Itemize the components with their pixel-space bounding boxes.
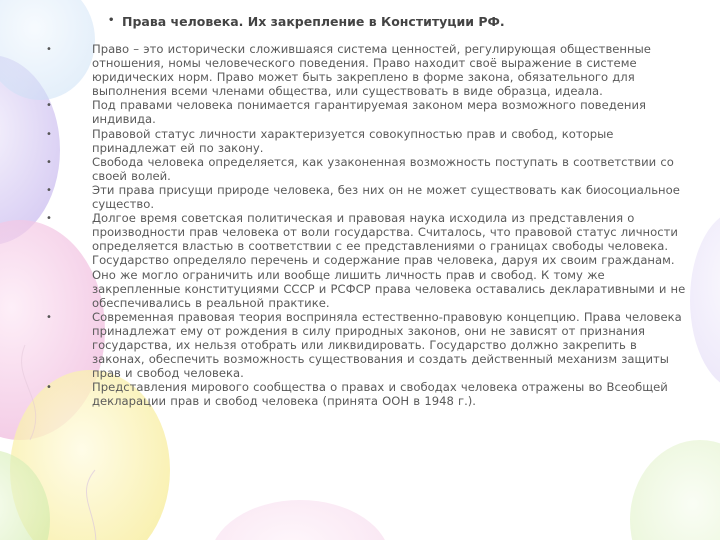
list-item (30, 127, 690, 155)
bullet-dot: • (46, 382, 52, 394)
list-item-text: Современная правовая теория восприняла естественно-правовую концепцию. Права человека принадлежат ему от рождения в силу природных законов, они не зависят от признания государства, их нельзя отобрать или ликвидировать. Государство должно закрепить в законах, обеспечить возможность существования и создать действенный механизм защиты прав и свобод человека. (92, 309, 682, 381)
list-item (30, 183, 690, 211)
bullet-dot: • (46, 184, 52, 196)
bullet-dot: • (46, 213, 52, 225)
bullet-dot: • (46, 100, 52, 112)
balloon-pink-bottom (210, 500, 390, 540)
list-item (30, 380, 690, 408)
slide-content (30, 14, 690, 474)
bullet-dot: • (46, 44, 52, 55)
bullet-dot: • (46, 311, 52, 323)
balloon-lavender-right (690, 210, 720, 390)
list-item-text: Правовой статус личности характеризуется совокупностью прав и свобод, которые принадлежат ей по закону. (92, 126, 614, 155)
list-item-text: Представления мирового сообщества о правах и свободах человека отражены во Всеобщей декларации прав и свобод человека (принята ООН в 1948 г.). (92, 380, 668, 409)
bullet-dot: • (46, 128, 52, 140)
list-item (30, 155, 690, 183)
list-item (30, 211, 690, 310)
list-item (30, 310, 690, 380)
bullet-dot: • (46, 156, 52, 168)
list-item-text: Право – это исторически сложившаяся система ценностей, регулирующая общественные отношения, номы человеческого поведения. Право находит своё выражение в системе юридических норм. Право может быть закреплено в форме закона, обязательного для выполнения всеми членами общества, или существовать в виде образца, идеала. (92, 42, 651, 99)
list-item-text: Свобода человека определяется, как узаконенная возможность поступать в соответствии со своей волей. (92, 154, 674, 183)
bullet-list (30, 42, 690, 408)
list-item-text: Долгое время советская политическая и правовая наука исходила из представления о производности прав человека от воли государства. Считалось, что правовой статус личности определяется властью в соответствии с ее представлениями о границах свободы человека. Государство определяло перечень и содержание прав человека, даруя их своим гражданам. Оно же могло ограничить или вообще лишить личность прав и свобод. К тому же закрепленные конституциями СССР и РСФСР права человека оставались декларативными и не обеспечивались в реальной практике. (92, 211, 686, 310)
list-item-text: Под правами человека понимается гарантируемая законом мера возможного поведения индивида. (92, 98, 646, 127)
title-bullet: • (108, 15, 115, 26)
list-item (30, 98, 690, 126)
slide-title (108, 14, 682, 29)
list-item (30, 42, 690, 98)
list-item-text: Эти права присущи природе человека, без них он не может существовать как биосоциальное существо. (92, 182, 680, 212)
slide-title-text: Права человека. Их закрепление в Конституции РФ. (122, 14, 505, 29)
